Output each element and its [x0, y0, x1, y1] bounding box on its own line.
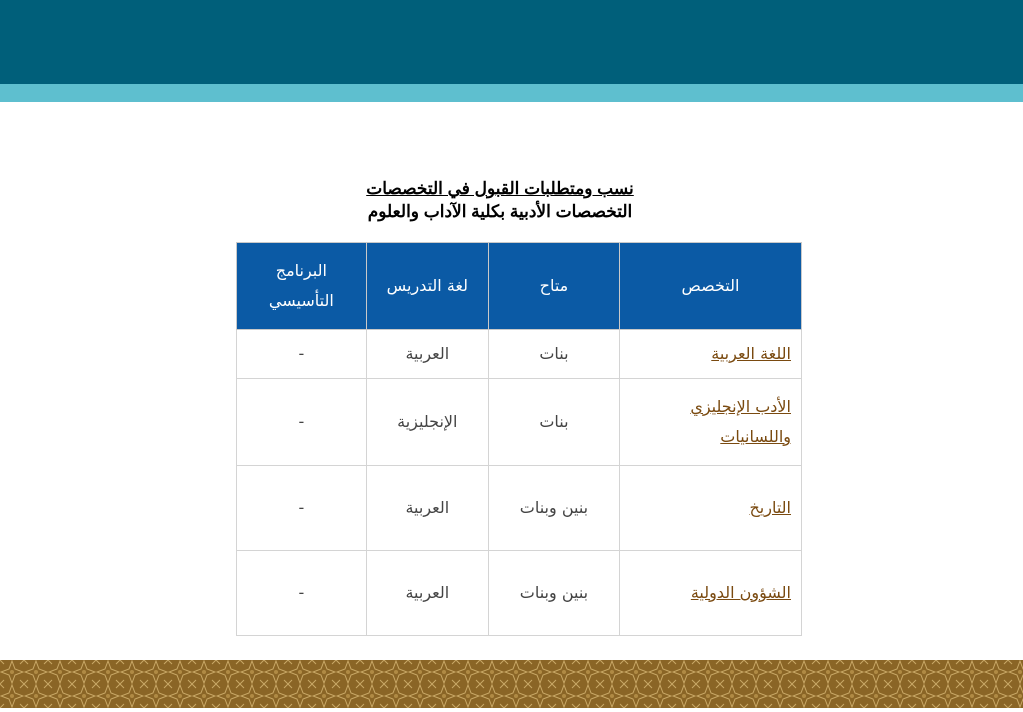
major-cell [619, 379, 801, 466]
program-cell: - [237, 551, 367, 636]
available-cell: بنين وبنات [488, 551, 619, 636]
program-cell: - [237, 466, 367, 551]
available-cell: بنين وبنات [488, 466, 619, 551]
available-cell: بنات [488, 379, 619, 466]
header-program: البرنامج التأسيسي [237, 243, 367, 330]
language-cell: العربية [366, 330, 488, 379]
major-link-international-affairs[interactable]: الشؤون الدولية [690, 583, 791, 602]
table-row [237, 466, 802, 551]
table-row [237, 551, 802, 636]
footer-pattern-band [0, 660, 1023, 708]
program-cell: - [237, 330, 367, 379]
language-cell: العربية [366, 466, 488, 551]
table-header-row [237, 243, 802, 330]
header-language: لغة التدريس [366, 243, 488, 330]
page-subtitle: التخصصات الأدبية بكلية الآداب والعلوم [367, 202, 633, 221]
major-link-arabic[interactable]: اللغة العربية [711, 344, 791, 363]
major-link-history[interactable]: التاريخ [749, 498, 791, 517]
major-link-english[interactable]: الأدب الإنجليزي واللسانيات [690, 397, 791, 446]
table-row [237, 379, 802, 466]
table-row [237, 330, 802, 379]
language-cell: الإنجليزية [366, 379, 488, 466]
title-block [200, 176, 800, 223]
top-accent-stripe [0, 84, 1023, 102]
available-cell: بنات [488, 330, 619, 379]
major-cell [619, 330, 801, 379]
program-cell: - [237, 379, 367, 466]
top-banner [0, 0, 1023, 84]
major-cell [619, 466, 801, 551]
header-available: متاح [488, 243, 619, 330]
majors-table [236, 242, 802, 636]
major-cell [619, 551, 801, 636]
language-cell: العربية [366, 551, 488, 636]
page-title: نسب ومتطلبات القبول في التخصصات [366, 179, 634, 198]
header-major: التخصص [619, 243, 801, 330]
geometric-pattern-decoration [0, 660, 1023, 708]
